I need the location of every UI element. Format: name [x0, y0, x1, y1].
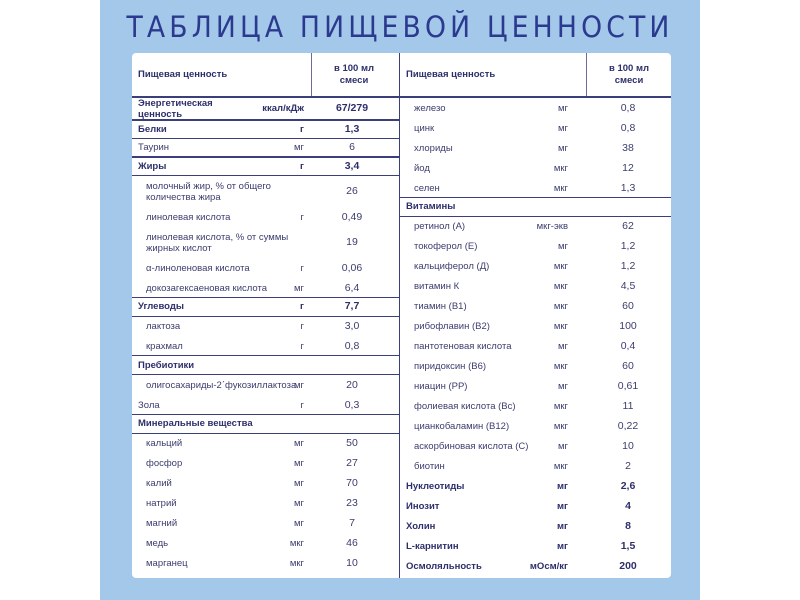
unit: мг [558, 441, 568, 452]
unit: мкг [553, 182, 568, 194]
unit: мг [558, 341, 568, 352]
table-row [132, 176, 399, 207]
value: 10 [622, 440, 634, 452]
nutrient-name: марганец [146, 558, 188, 569]
nutrient-name: L-карнитин [406, 541, 459, 552]
value: 4,5 [620, 280, 636, 292]
table-row [400, 357, 671, 377]
nutrient-name: рибофлавин (В2) [414, 321, 490, 332]
value: 1,3 [620, 181, 636, 194]
unit: мкг [553, 261, 568, 272]
unit: г [300, 341, 304, 352]
value: 67/279 [335, 102, 369, 114]
value: 1,3 [344, 122, 360, 135]
value: 3,0 [344, 320, 360, 332]
unit: мкг [553, 281, 568, 292]
value: 12 [622, 161, 634, 174]
nutrient-name: олигосахариды-2΄фукозиллактоза [146, 379, 297, 391]
nutrient-name: Таурин [138, 142, 170, 153]
table-row [400, 417, 671, 437]
value: 1,2 [620, 240, 636, 252]
table-row [132, 337, 399, 357]
table-header [132, 53, 399, 98]
nutrient-name: витамин К [414, 281, 460, 292]
table-row [400, 557, 671, 577]
unit: г [300, 160, 304, 172]
nutrient-name: Зола [138, 399, 160, 411]
header-name: Пищевая ценность [406, 69, 496, 80]
nutrient-name: кальциферол (Д) [414, 261, 490, 272]
unit: мкг [553, 321, 568, 332]
header-value-line2: смеси [339, 74, 369, 86]
value: 0,22 [617, 420, 639, 432]
table-row [132, 474, 399, 494]
table-row [400, 457, 671, 477]
table-row [400, 217, 671, 237]
nutrient-name: Углеводы [138, 301, 184, 312]
nutrient-name: Витамины [406, 201, 456, 212]
nutrient-name: фосфор [146, 458, 183, 469]
table-row [132, 454, 399, 474]
unit: мкг [553, 461, 568, 472]
table-row [400, 277, 671, 297]
nutrient-name: лактоза [146, 321, 181, 332]
unit: мг [294, 282, 304, 294]
nutrient-name: линолевая кислота [146, 211, 231, 223]
nutrient-name: Пребиотики [138, 359, 195, 371]
nutrient-name: токоферол (Е) [414, 241, 478, 252]
table-row [400, 377, 671, 397]
value: 4 [625, 500, 631, 512]
unit: мг [558, 381, 568, 392]
value: 2 [625, 460, 631, 472]
value: 60 [622, 300, 634, 312]
table-row [132, 494, 399, 514]
table-row [132, 514, 399, 534]
unit: г [300, 399, 304, 411]
nutrient-name: тиамин (В1) [414, 301, 467, 312]
nutrient-name: ретинол (А) [414, 221, 466, 232]
nutrient-name: фолиевая кислота (Вс) [414, 401, 516, 412]
nutrient-name: пантотеновая кислота [414, 341, 512, 352]
nutrient-name: цианкобаламин (В12) [414, 421, 510, 432]
value: 0,8 [620, 101, 636, 114]
value: 70 [346, 477, 358, 489]
table-row [400, 317, 671, 337]
table-right-half [400, 53, 671, 578]
table-row [132, 395, 399, 415]
unit: мкг-экв [536, 221, 568, 232]
value: 1,5 [620, 540, 636, 552]
value: 11 [622, 400, 634, 412]
value: 23 [346, 497, 358, 509]
table-row [132, 434, 399, 454]
value: 19 [346, 236, 358, 248]
unit: мг [558, 102, 568, 114]
unit: мг [558, 122, 568, 134]
unit: мкг [553, 162, 568, 174]
unit: мОсм/кг [529, 561, 568, 572]
unit: мг [294, 458, 304, 469]
value: 8 [625, 520, 631, 532]
value: 7,7 [344, 300, 360, 312]
value: 100 [619, 320, 637, 332]
value: 38 [622, 141, 634, 154]
unit: мг [294, 518, 304, 529]
table-row [132, 317, 399, 337]
nutrient-name: Нуклеотиды [406, 481, 465, 492]
nutrient-name: цинк [414, 122, 435, 134]
table-rows [400, 98, 671, 577]
value: 27 [346, 457, 358, 469]
unit: г [300, 262, 304, 274]
header-value-line2: смеси [614, 74, 644, 86]
nutrient-name: Осмоляльность [406, 561, 482, 572]
nutrient-name: кальций [146, 438, 183, 449]
table-rows [132, 97, 399, 574]
nutrient-name: Минеральные вещества [138, 418, 253, 429]
unit: мг [294, 142, 304, 153]
unit: мкг [553, 361, 568, 372]
nutrient-name: молочный жир, % от общего количества жира [146, 180, 271, 203]
unit: мг [294, 498, 304, 509]
nutrient-name: натрий [146, 498, 177, 509]
unit: мг [557, 501, 568, 512]
table-row [400, 158, 671, 178]
table-row [132, 97, 399, 121]
unit: г [300, 211, 304, 223]
header-value [311, 53, 396, 96]
unit: мкг [553, 401, 568, 412]
unit: мкг [553, 301, 568, 312]
value: 60 [622, 360, 634, 372]
table-row [132, 138, 399, 158]
nutrient-name: докозагексаеновая кислота [146, 282, 268, 294]
header-value [586, 53, 671, 96]
value: 0,61 [617, 380, 639, 392]
unit: мг [558, 142, 568, 154]
unit: мкг [553, 421, 568, 432]
nutrition-table [132, 53, 671, 578]
table-row [400, 297, 671, 317]
value: 6 [349, 141, 355, 153]
table-row [132, 534, 399, 554]
unit: ккал/кДж [262, 103, 304, 114]
value: 0,3 [344, 398, 360, 411]
value: 62 [622, 220, 634, 232]
unit: мг [294, 438, 304, 449]
nutrient-name: калий [146, 478, 172, 489]
table-row [132, 297, 399, 317]
table-row [400, 257, 671, 277]
nutrient-name: Энергетическая ценность [138, 97, 213, 120]
nutrient-name: магний [146, 518, 178, 529]
header-value-line1: в 100 мл [333, 62, 375, 74]
unit: г [300, 321, 304, 332]
unit: мг [294, 478, 304, 489]
table-row [132, 156, 399, 176]
nutrient-name: α-линоленовая кислота [146, 262, 250, 274]
unit: мг [558, 241, 568, 252]
table-row [400, 237, 671, 257]
nutrient-name: селен [414, 182, 440, 194]
table-row [400, 537, 671, 557]
unit: мг [557, 521, 568, 532]
table-header [400, 53, 671, 98]
unit: г [300, 123, 304, 135]
page-title: ТАБЛИЦА ПИЩЕВОЙ ЦЕННОСТИ [126, 10, 674, 44]
nutrient-name: аскорбиновая кислота (С) [414, 441, 529, 452]
table-row [132, 258, 399, 278]
table-row [132, 119, 399, 139]
value: 3,4 [344, 159, 360, 172]
table-row [400, 397, 671, 417]
nutrient-name: крахмал [146, 341, 183, 352]
nutrient-name: железо [414, 102, 446, 114]
value: 1,2 [620, 260, 636, 272]
value: 0,8 [344, 340, 360, 352]
table-row [132, 278, 399, 298]
nutrient-name: ниацин (РР) [414, 381, 468, 392]
unit: мг [557, 541, 568, 552]
section-header-row [132, 355, 399, 375]
nutrient-name: пиридоксин (В6) [414, 361, 487, 372]
value: 0,49 [341, 210, 363, 223]
table-row [132, 227, 399, 258]
table-row [400, 477, 671, 497]
value: 10 [346, 557, 358, 569]
unit: мг [294, 379, 304, 391]
table-row [400, 138, 671, 158]
value: 46 [346, 537, 358, 549]
nutrient-name: линолевая кислота, % от суммы жирных кислот [146, 231, 289, 254]
table-row [400, 497, 671, 517]
value: 2,6 [620, 480, 636, 492]
table-row [400, 178, 671, 198]
nutrient-name: Жиры [138, 160, 167, 172]
value: 50 [346, 437, 358, 449]
nutrient-name: медь [146, 538, 169, 549]
table-row [400, 337, 671, 357]
nutrient-name: хлориды [414, 142, 453, 154]
value: 200 [619, 560, 637, 572]
table-row [400, 517, 671, 537]
section-header-row [132, 414, 399, 434]
unit: г [300, 301, 304, 312]
unit: мкг [289, 558, 304, 569]
table-row [400, 437, 671, 457]
value: 26 [346, 185, 358, 197]
header-value-line1: в 100 мл [608, 62, 650, 74]
section-header-row [400, 197, 671, 217]
nutrient-name: Инозит [406, 501, 440, 512]
value: 6,4 [344, 281, 360, 294]
table-row [132, 375, 399, 395]
value: 0,4 [620, 340, 636, 352]
table-row [132, 554, 399, 574]
value: 20 [346, 378, 358, 391]
value: 0,8 [620, 121, 636, 134]
nutrient-name: Белки [138, 123, 167, 135]
unit: мг [557, 481, 568, 492]
nutrient-name: биотин [414, 461, 445, 472]
unit: мкг [289, 538, 304, 549]
nutrient-name: йод [414, 162, 430, 174]
table-row [132, 207, 399, 227]
table-left-half [132, 53, 400, 578]
table-row [400, 118, 671, 138]
nutrient-name: Холин [406, 521, 436, 532]
value: 0,06 [341, 261, 363, 274]
value: 7 [349, 517, 355, 529]
header-name: Пищевая ценность [138, 69, 228, 80]
table-row [400, 98, 671, 118]
